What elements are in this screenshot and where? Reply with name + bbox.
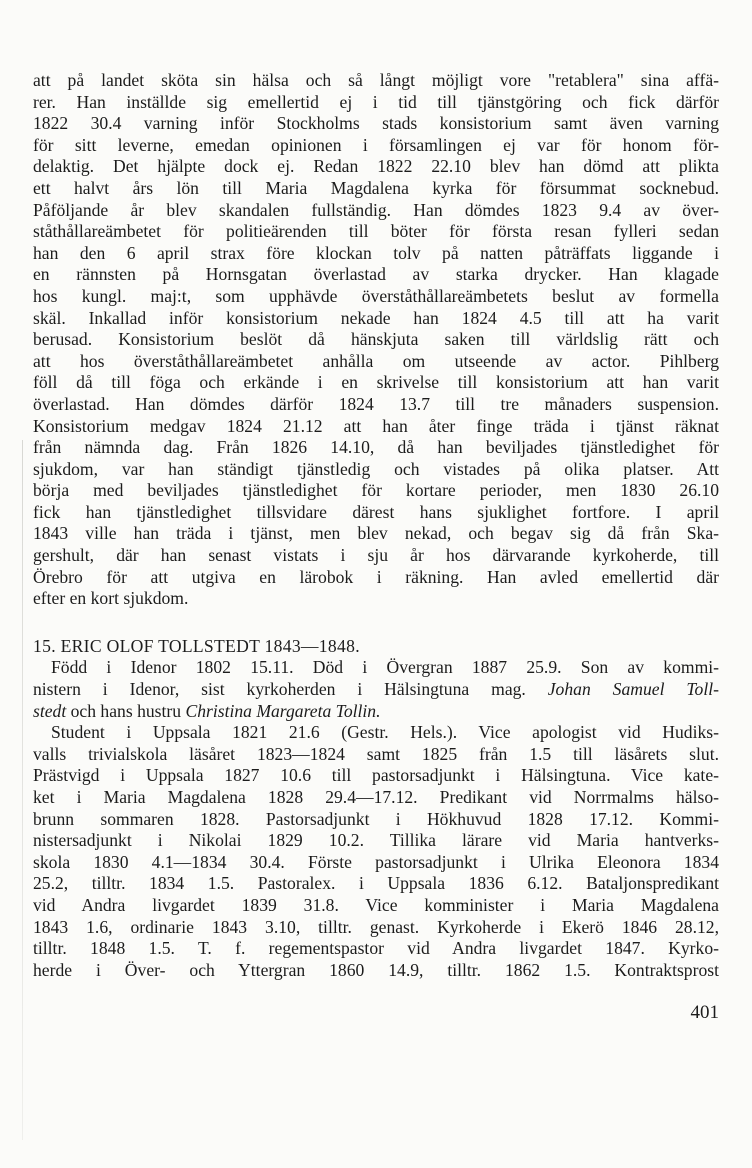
text-line: Örebro för att utgiva en lärobok i räkning. Han avled emellertid där [33, 566, 719, 587]
text-line: hos kungl. maj:t, som upphävde överståthållareämbetets beslut av formella [33, 285, 719, 306]
text-line: ket i Maria Magdalena 1828 29.4—17.12. Predikant vid Norrmalms hälso- [33, 787, 719, 807]
text-line: 1822 30.4 varning inför Stockholms stads konsistorium samt även varning [33, 113, 719, 134]
text-line: vid Andra livgardet 1839 31.8. Vice komminister i Maria Magdalena [33, 894, 719, 915]
text-line: ståthållareämbetet för politieärenden till böter för första resan fylleri sedan [33, 221, 719, 242]
text-line: skola 1830 4.1—1834 30.4. Förste pastorsadjunkt i Ulrika Eleonora 1834 [33, 851, 719, 872]
book-page [33, 70, 719, 981]
text-line: efter en kort sjukdom. [33, 588, 189, 609]
text-line: en rännsten på Hornsgatan överlastad av starka drycker. Han klagade [33, 264, 719, 285]
text-line: från nämnda dag. Från 1826 14.10, då han beviljades tjänstledighet för [33, 437, 719, 458]
text-line: rer. Han inställde sig emellertid ej i tid till tjänstgöring och fick därför [33, 91, 719, 112]
text-line: tilltr. 1848 1.5. T. f. regementspastor vid Andra livgardet 1847. Kyrko- [33, 938, 719, 959]
text-line: att på landet sköta sin hälsa och så långt möjligt vore "retablera" sina affä- [33, 70, 719, 90]
text-line: nistersadjunkt i Nikolai 1829 10.2. Tillika lärare vid Maria hantverks- [33, 830, 719, 851]
text-line: Påföljande år blev skandalen fullständig. Han dömdes 1823 9.4 av över- [33, 199, 719, 220]
text-line: valls trivialskola läsåret 1823—1824 samt 1825 från 1.5 till läsårets slut. [33, 743, 719, 764]
father-name: Johan Samuel Toll- [547, 679, 719, 700]
text-line [33, 679, 719, 701]
father-name: stedt [33, 700, 67, 721]
text-line: fick han tjänstledighet tillsvidare därest hans sjuklighet fortfore. I april [33, 501, 719, 522]
text-line: Konsistorium medgav 1824 21.12 att han åter finge träda i tjänst räknat [33, 415, 719, 436]
text-line [33, 701, 719, 723]
text-segment: och hans hustru [66, 700, 186, 721]
paragraph-tollstedt-career [33, 722, 719, 981]
page-number: 401 [690, 1002, 719, 1023]
section-heading: 15. ERIC OLOF TOLLSTEDT 1843—1848. [33, 635, 360, 656]
text-line: Född i Idenor 1802 15.11. Död i Övergran 1887 25.9. Son av kommi- [51, 657, 719, 678]
text-line: 1843 1.6, ordinarie 1843 3.10, tilltr. genast. Kyrkoherde i Ekerö 1846 28.12, [33, 916, 719, 937]
paragraph-tollstedt-birth [33, 657, 719, 722]
text-line: Prästvigd i Uppsala 1827 10.6 till pastorsadjunkt i Hälsingtuna. Vice kate- [33, 765, 719, 786]
page-margin-shadow [22, 440, 23, 1140]
text-line: brunn sommaren 1828. Pastorsadjunkt i Hökhuvud 1828 17.12. Kommi- [33, 808, 719, 829]
mother-name: Christina Margareta Tollin. [185, 700, 381, 721]
text-line: sjukdom, var han ständigt tjänstledig och vistades på olika platser. Att [33, 458, 719, 479]
text-line: gershult, där han senast vistats i sju år hos därvarande kyrkoherde, till [33, 545, 719, 566]
text-line: överlastad. Han dömdes därför 1824 13.7 till tre månaders suspension. [33, 393, 719, 414]
text-line: 25.2, tilltr. 1834 1.5. Pastoralex. i Uppsala 1836 6.12. Bataljonspredikant [33, 873, 719, 894]
text-segment: nistern i Idenor, sist kyrkoherden i Hälsingtuna mag. [33, 679, 548, 700]
paragraph-pihlberg-biography [33, 70, 719, 610]
text-line: herde i Över- och Yttergran 1860 14.9, tilltr. 1862 1.5. Kontraktsprost [33, 959, 719, 980]
text-line: berusad. Konsistorium beslöt då hänskjuta saken till världslig rätt och [33, 329, 719, 350]
text-line: börja med beviljades tjänstledighet för kortare perioder, men 1830 26.10 [33, 480, 719, 501]
text-line: Student i Uppsala 1821 21.6 (Gestr. Hels.). Vice apologist vid Hudiks- [51, 722, 719, 743]
text-line: att hos överståthållareämbetet anhålla om utseende av actor. Pihlberg [33, 350, 719, 371]
text-line: delaktig. Det hjälpte dock ej. Redan 1822 22.10 blev han dömd att plikta [33, 156, 719, 177]
text-line: föll då till föga och erkände i en skrivelse till konsistorium att han varit [33, 372, 719, 393]
text-line: ett halvt års lön till Maria Magdalena kyrka för försummat socknebud. [33, 177, 719, 198]
text-line: han den 6 april strax före klockan tolv på natten påträffats liggande i [33, 242, 719, 263]
text-line: 1843 ville han träda i tjänst, men blev nekad, och begav sig då från Ska- [33, 523, 719, 544]
text-line: för sitt leverne, emedan opinionen i församlingen ej var för honom för- [33, 134, 719, 155]
text-line: skäl. Inkallad inför konsistorium nekade han 1824 4.5 till att ha varit [33, 307, 719, 328]
